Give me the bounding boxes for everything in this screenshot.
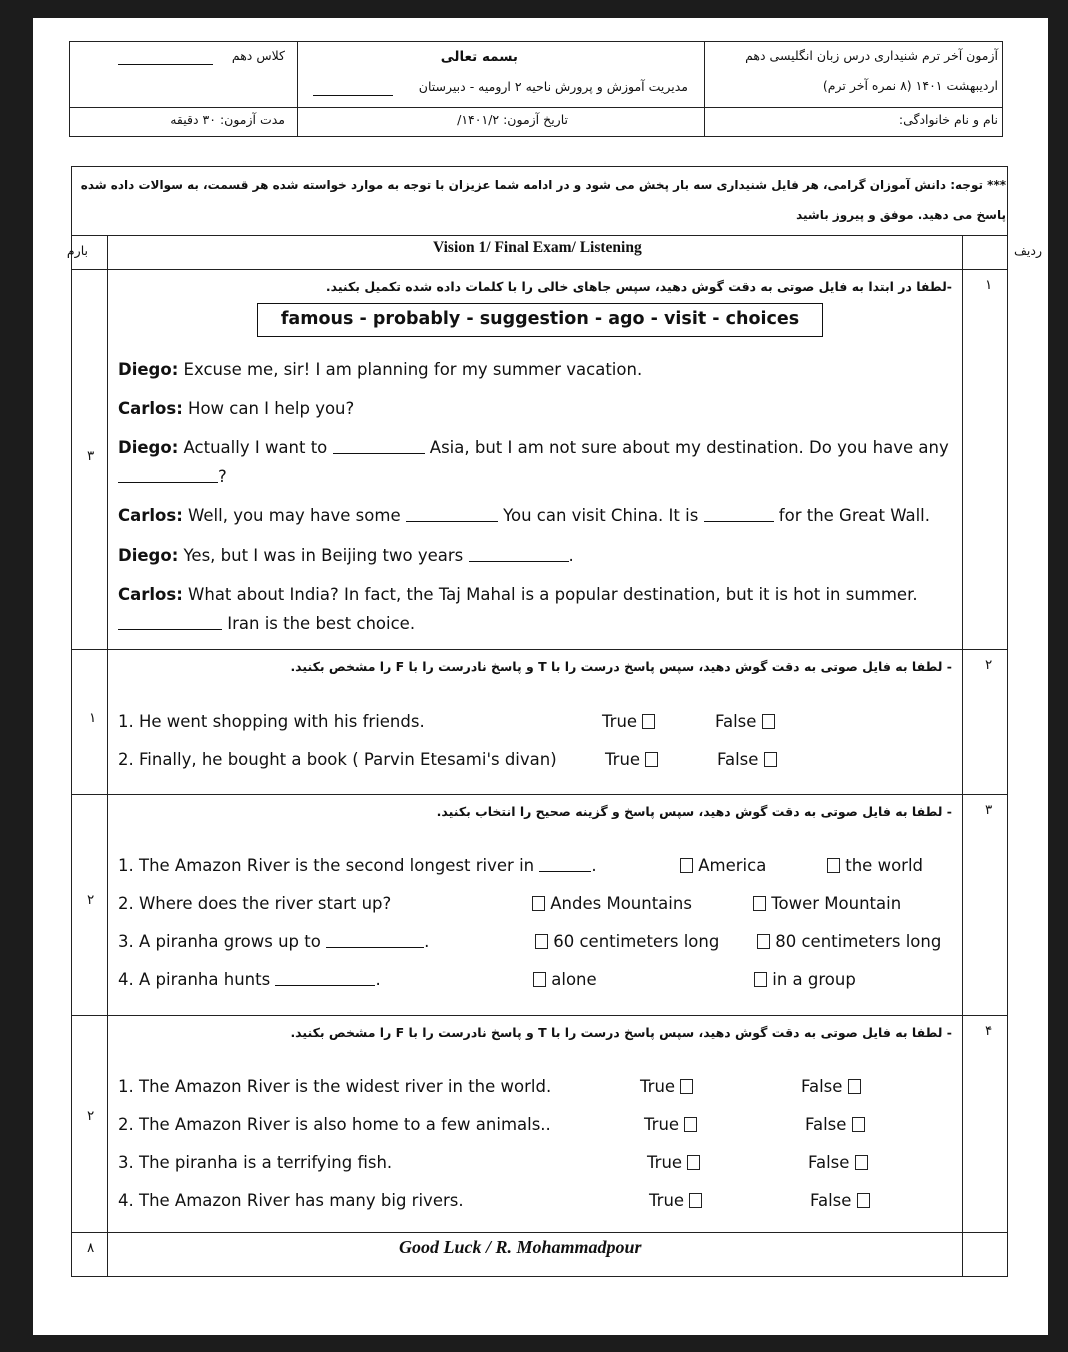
dialogue-text: for the Great Wall. <box>773 506 931 525</box>
q3-item-1-option-a[interactable] <box>680 856 766 875</box>
dialogue-line-3-continued <box>118 467 227 486</box>
q2-item-2-true[interactable] <box>605 750 658 769</box>
false-checkbox[interactable] <box>764 752 777 767</box>
question-text: 3. A piranha grows up to <box>118 932 327 951</box>
true-checkbox[interactable] <box>687 1155 700 1170</box>
class-blank <box>118 63 213 65</box>
option-label: the world <box>845 856 924 875</box>
q2-score: ۱ <box>89 710 97 726</box>
true-label: True <box>605 750 641 769</box>
q4-item-4-false[interactable] <box>810 1191 870 1210</box>
true-checkbox[interactable] <box>680 1079 693 1094</box>
q3-item-4-option-a[interactable] <box>533 970 597 989</box>
dialogue-line-6-continued <box>118 614 415 633</box>
q3-item-4-option-b[interactable] <box>754 970 856 989</box>
answer-blank[interactable] <box>704 520 774 522</box>
q3-score: ۲ <box>87 892 95 908</box>
q3-item-2 <box>118 894 391 913</box>
q3-instruction: - لطفا به فایل صوتی به دقت گوش دهید، سپس پاسخ و گزینه صحیح را انتخاب بکنید. <box>436 804 952 819</box>
q4-instruction: - لطفا به فایل صوتی به دقت گوش دهید، سپس پاسخ درست را با T و پاسخ نادرست را با F را مشخص بکنید. <box>290 1025 952 1040</box>
q3-item-1-option-b[interactable] <box>827 856 923 875</box>
q4-number: ۴ <box>985 1023 993 1039</box>
false-checkbox[interactable] <box>762 714 775 729</box>
q3-item-4 <box>118 970 381 989</box>
question-end: . <box>424 932 430 951</box>
column-score-label: بارم <box>66 243 88 258</box>
q3-item-3-option-b[interactable] <box>757 932 941 951</box>
speaker-name: Carlos: <box>118 506 183 525</box>
option-label: 80 centimeters long <box>775 932 942 951</box>
true-checkbox[interactable] <box>642 714 655 729</box>
dialogue-text: Well, you may have some <box>182 506 406 525</box>
q3-item-1 <box>118 856 597 875</box>
q2-item-1: 1. He went shopping with his friends. <box>118 712 425 731</box>
true-checkbox[interactable] <box>684 1117 697 1132</box>
speaker-name: Carlos: <box>118 585 183 604</box>
false-label: False <box>717 750 759 769</box>
basmala: بسمه تعالی <box>440 49 518 65</box>
q1-instruction: -لطفا در ابتدا به فایل صوتی به دقت گوش دهید، سپس جاهای خالی را با کلمات داده شده تکمیل بکنید. <box>325 279 952 294</box>
false-checkbox[interactable] <box>857 1193 870 1208</box>
false-checkbox[interactable] <box>848 1079 861 1094</box>
question-end: . <box>591 856 597 875</box>
student-name-label: نام و نام خانوادگی: <box>898 112 998 127</box>
answer-blank[interactable] <box>326 946 424 948</box>
dialogue-text: Actually I want to <box>178 438 333 457</box>
false-checkbox[interactable] <box>852 1117 865 1132</box>
signature: Good Luck / R. Mohammadpour <box>399 1237 642 1257</box>
true-checkbox[interactable] <box>645 752 658 767</box>
q4-item-4: 4. The Amazon River has many big rivers. <box>118 1191 464 1210</box>
class-label: کلاس دهم <box>231 48 285 63</box>
q2-item-2-false[interactable] <box>717 750 777 769</box>
option-checkbox[interactable] <box>533 972 546 987</box>
school-blank <box>313 94 393 96</box>
dialogue-text: Iran is the best choice. <box>222 614 416 633</box>
question-text: 4. A piranha hunts <box>118 970 276 989</box>
answer-blank[interactable] <box>333 452 425 454</box>
true-label: True <box>602 712 638 731</box>
dialogue-text: You can visit China. It is <box>497 506 704 525</box>
option-checkbox[interactable] <box>753 896 766 911</box>
false-label: False <box>810 1191 852 1210</box>
true-label: True <box>640 1077 676 1096</box>
option-checkbox[interactable] <box>535 934 548 949</box>
true-label: True <box>649 1191 685 1210</box>
answer-blank[interactable] <box>539 870 591 872</box>
answer-blank[interactable] <box>118 481 218 483</box>
q4-item-1-true[interactable] <box>640 1077 693 1096</box>
q4-item-3-true[interactable] <box>647 1153 700 1172</box>
q4-score: ۲ <box>87 1108 95 1124</box>
q1-score: ۳ <box>87 448 95 464</box>
answer-blank[interactable] <box>469 560 569 562</box>
q4-item-1-false[interactable] <box>801 1077 861 1096</box>
dialogue-line-1 <box>118 360 642 379</box>
q4-item-3-false[interactable] <box>808 1153 868 1172</box>
option-label: Andes Mountains <box>550 894 692 913</box>
q4-item-2: 2. The Amazon River is also home to a few animals.. <box>118 1115 551 1134</box>
q3-item-3 <box>118 932 429 951</box>
false-checkbox[interactable] <box>855 1155 868 1170</box>
dialogue-line-6 <box>118 585 918 604</box>
q3-item-3-option-a[interactable] <box>535 932 719 951</box>
speaker-name: Diego: <box>118 360 179 379</box>
false-label: False <box>808 1153 850 1172</box>
answer-blank[interactable] <box>275 984 375 986</box>
dialogue-text: Excuse me, sir! I am planning for my summer vacation. <box>178 360 643 379</box>
q3-number: ۳ <box>985 802 993 818</box>
q2-item-1-false[interactable] <box>715 712 775 731</box>
question-text: 2. Where does the river start up? <box>118 894 392 913</box>
option-label: in a group <box>772 970 856 989</box>
question-text: 1. The Amazon River is the second longest river in <box>118 856 540 875</box>
dialogue-text: Asia, but I am not sure about my destination. Do you have any <box>424 438 949 457</box>
answer-blank[interactable] <box>406 520 498 522</box>
option-label: alone <box>551 970 597 989</box>
dialogue-text: . <box>568 546 574 565</box>
option-checkbox[interactable] <box>827 858 840 873</box>
q4-item-3: 3. The piranha is a terrifying fish. <box>118 1153 393 1172</box>
q4-item-4-true[interactable] <box>649 1191 702 1210</box>
question-end: . <box>375 970 381 989</box>
option-label: Tower Mountain <box>771 894 902 913</box>
speaker-name: Diego: <box>118 546 179 565</box>
dialogue-line-5 <box>118 546 574 565</box>
option-label: America <box>698 856 767 875</box>
speaker-name: Diego: <box>118 438 179 457</box>
q4-item-2-true[interactable] <box>644 1115 697 1134</box>
dialogue-text: Yes, but I was in Beijing two years <box>178 546 469 565</box>
exam-date: تاریخ آزمون: ۱۴۰۱/۲/ <box>457 112 568 127</box>
exam-duration: مدت آزمون: ۳۰ دقیقه <box>170 112 285 127</box>
q2-instruction: - لطفا به فایل صوتی به دقت گوش دهید، سپس پاسخ درست را با T و پاسخ نادرست را با F را مشخص بکنید. <box>290 659 952 674</box>
word-bank: famous - probably - suggestion - ago - visit - choices <box>257 303 823 337</box>
exam-title: آزمون آخر ترم شنیداری درس زبان انگلیسی دهم <box>745 48 998 63</box>
q4-item-2-false[interactable] <box>805 1115 865 1134</box>
dialogue-text: What about India? In fact, the Taj Mahal is a popular destination, but it is hot in summer. <box>182 585 918 604</box>
exam-sheet <box>33 18 1048 1335</box>
q3-item-2-option-a[interactable] <box>532 894 692 913</box>
speaker-name: Carlos: <box>118 399 183 418</box>
dialogue-line-3 <box>118 438 949 457</box>
dialogue-line-4 <box>118 506 930 525</box>
q2-item-1-true[interactable] <box>602 712 655 731</box>
q3-item-2-option-b[interactable] <box>753 894 901 913</box>
true-checkbox[interactable] <box>689 1193 702 1208</box>
true-label: True <box>647 1153 683 1172</box>
column-row-label: ردیف <box>1013 243 1042 258</box>
q4-item-1: 1. The Amazon River is the widest river in the world. <box>118 1077 552 1096</box>
q2-number: ۲ <box>985 657 993 673</box>
q2-item-2: 2. Finally, he bought a book ( Parvin Etesami's divan) <box>118 750 557 769</box>
q1-number: ۱ <box>985 277 993 293</box>
dialogue-text: ? <box>218 467 227 486</box>
option-label: 60 centimeters long <box>553 932 720 951</box>
true-label: True <box>644 1115 680 1134</box>
false-label: False <box>805 1115 847 1134</box>
exam-table-title: Vision 1/ Final Exam/ Listening <box>433 239 642 256</box>
total-score: ۸ <box>87 1240 95 1256</box>
option-checkbox[interactable] <box>680 858 693 873</box>
notice-line-1: *** توجه: دانش آموزان گرامی، هر فایل شنیداری سه بار پخش می شود و در ادامه شما عزیزان با توجه به موارد خواسته شده هر قسمت، به سوالات داده شده <box>80 178 1006 192</box>
answer-blank[interactable] <box>118 628 222 630</box>
option-checkbox[interactable] <box>757 934 770 949</box>
option-checkbox[interactable] <box>532 896 545 911</box>
false-label: False <box>715 712 757 731</box>
false-label: False <box>801 1077 843 1096</box>
exam-date-info: اردیبهشت ۱۴۰۱ (۸ نمره آخر ترم) <box>822 78 998 93</box>
department: مدیریت آموزش و پرورش ناحیه ۲ ارومیه - دبیرستان <box>418 79 688 94</box>
dialogue-line-2 <box>118 399 354 418</box>
option-checkbox[interactable] <box>754 972 767 987</box>
dialogue-text: How can I help you? <box>182 399 355 418</box>
notice-line-2: پاسخ می دهید. موفق و پیروز باشید <box>796 208 1006 222</box>
